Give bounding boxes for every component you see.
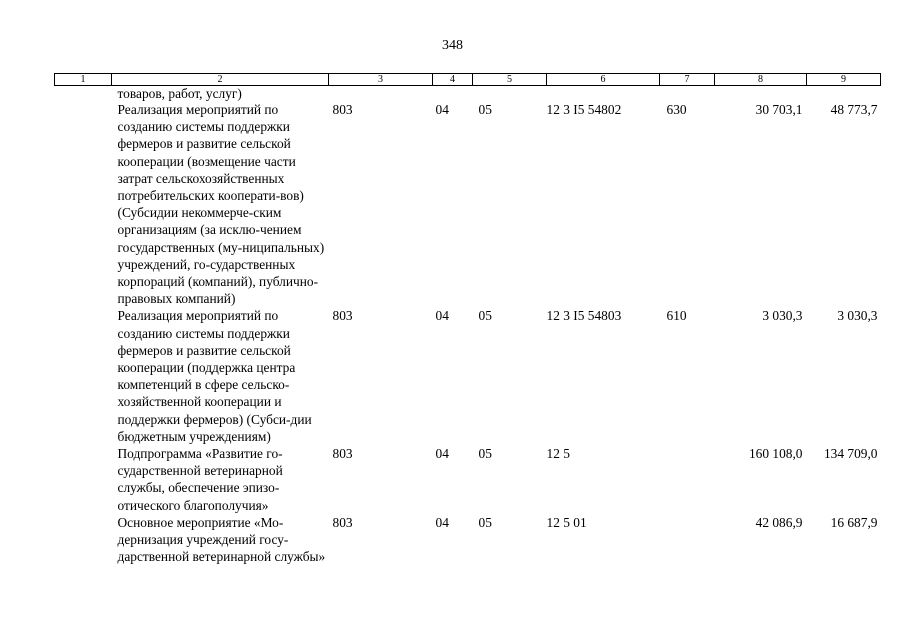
row-admin-code: 803 bbox=[332, 446, 353, 462]
row-section: 04 bbox=[435, 514, 449, 530]
row-subsection: 05 bbox=[478, 308, 492, 324]
row-admin-code: 803 bbox=[332, 308, 353, 324]
row-type bbox=[660, 514, 715, 566]
table-row bbox=[55, 445, 881, 514]
table-row bbox=[55, 86, 881, 102]
row-name: Основное мероприятие «Мо-дернизация учреждений госу-дарственной ветеринарной службы» bbox=[117, 514, 326, 565]
header-cell-3: 3 bbox=[329, 74, 433, 86]
row-subsection: 05 bbox=[478, 514, 492, 530]
row-sum-1: 42 086,9 bbox=[755, 514, 803, 530]
row-target: 12 5 bbox=[546, 446, 570, 462]
table-body bbox=[55, 86, 881, 566]
header-cell-9: 9 bbox=[807, 74, 881, 86]
row-subsection: 05 bbox=[478, 446, 492, 462]
row-sum-2: 16 687,9 bbox=[830, 514, 878, 530]
table-row bbox=[55, 307, 881, 445]
row-section: 04 bbox=[435, 102, 449, 117]
header-cell-8: 8 bbox=[715, 74, 807, 86]
row-type bbox=[660, 445, 715, 514]
row-section: 04 bbox=[435, 308, 449, 324]
row-section: 04 bbox=[435, 446, 449, 462]
budget-table bbox=[54, 73, 881, 565]
row-sum-2: 48 773,7 bbox=[830, 102, 878, 117]
row-admin-code: 803 bbox=[332, 514, 353, 530]
row-name: Реализация мероприятий по созданию системы поддержки фермеров и развитие сельской кооперации (поддержка центра компетенций в сфере сельско-хозяйственной кооперации и поддержки фермеров) (Субси-дии бюджетным учреждениям) bbox=[117, 308, 312, 444]
row-admin-code: 803 bbox=[332, 102, 353, 117]
header-cell-6: 6 bbox=[547, 74, 660, 86]
table-row bbox=[55, 514, 881, 566]
page-number: 348 bbox=[442, 38, 463, 53]
row-sum-1: 30 703,1 bbox=[755, 102, 803, 117]
row-sum-1: 160 108,0 bbox=[748, 446, 803, 462]
row-sum-2: 3 030,3 bbox=[837, 308, 878, 324]
header-cell-2: 2 bbox=[112, 74, 329, 86]
table-header bbox=[55, 74, 881, 86]
row-subsection: 05 bbox=[478, 102, 492, 117]
row-name: Реализация мероприятий по созданию системы поддержки фермеров и развитие сельской кооперации (возмещение части затрат сельскохозяйственных потребительских кооперати-вов) (Субсидии некоммерче-ским организациям (за исклю-чением государственных (му-ниципальных) учреждений, го-сударственных корпораций (компаний), публично-правовых компаний) bbox=[117, 102, 325, 307]
header-cell-4: 4 bbox=[433, 74, 473, 86]
header-cell-7: 7 bbox=[660, 74, 715, 86]
header-row bbox=[55, 74, 881, 86]
row-type: 610 bbox=[666, 308, 687, 324]
row-target: 12 5 01 bbox=[546, 514, 587, 530]
row-name: Подпрограмма «Развитие го-сударственной ветеринарной службы, обеспечение эпизо-отического благополучия» bbox=[117, 446, 283, 513]
row-target: 12 3 I5 54802 bbox=[546, 102, 622, 117]
row-target: 12 3 I5 54803 bbox=[546, 308, 622, 324]
row-name: товаров, работ, услуг) bbox=[117, 86, 242, 101]
row-sum-2: 134 709,0 bbox=[823, 446, 878, 462]
header-cell-1: 1 bbox=[55, 74, 112, 86]
row-sum-1: 3 030,3 bbox=[762, 308, 803, 324]
header-cell-5: 5 bbox=[473, 74, 547, 86]
table-row bbox=[55, 101, 881, 307]
row-type: 630 bbox=[666, 102, 687, 117]
